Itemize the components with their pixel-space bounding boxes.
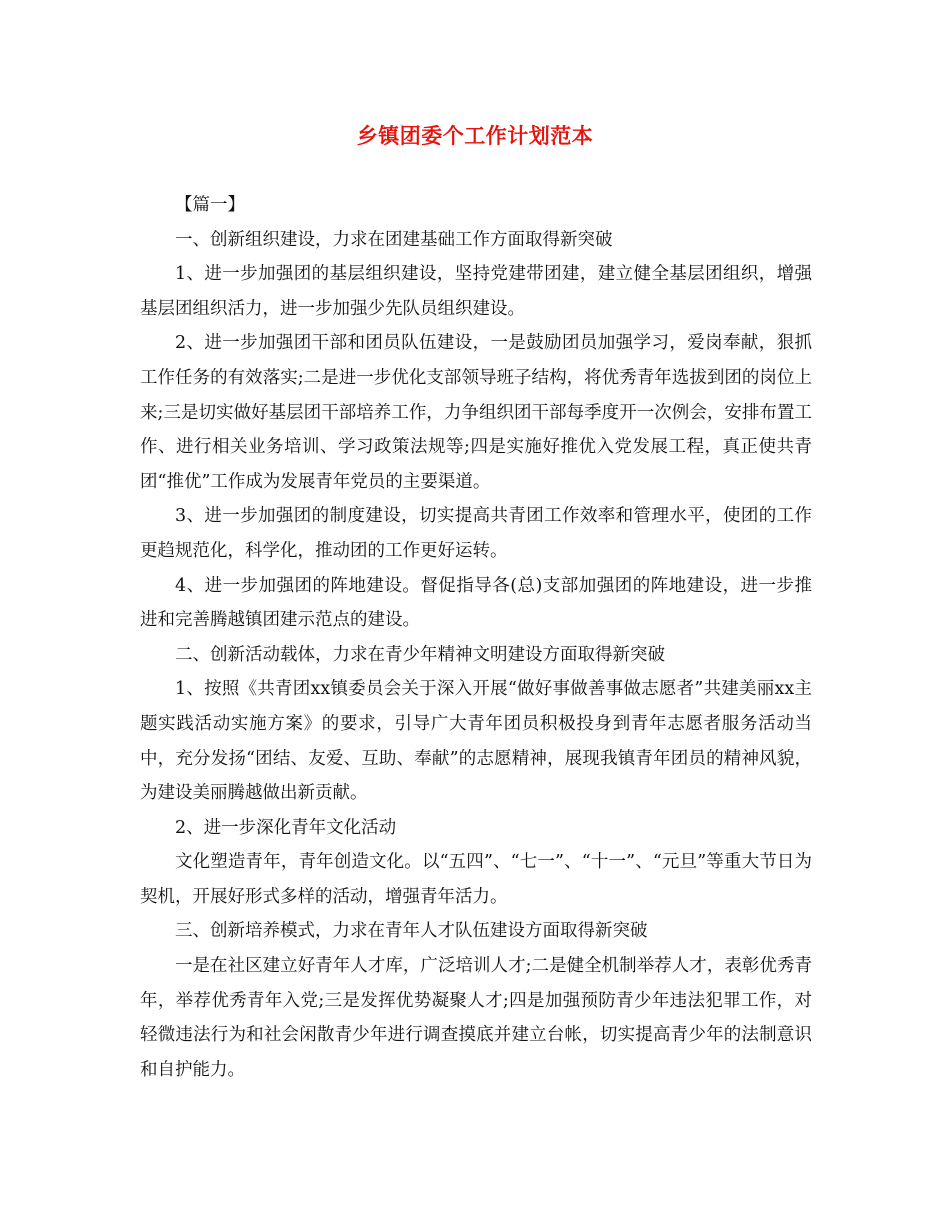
- paragraph: 一是在社区建立好青年人才库，广泛培训人才;二是健全机制举荐人才，表彰优秀青年，举荐优秀青年入党;三是发挥优势凝聚人才;四是加强预防青少年违法犯罪工作，对轻微违法行为和社会闲散青少年进行调查摸底并建立台帐，切实提高青少年的法制意识和自护能力。: [140, 956, 812, 1080]
- paragraph: 1、按照《共青团xx镇委员会关于深入开展“做好事做善事做志愿者”共建美丽xx主题实践活动实施方案》的要求，引导广大青年团员积极投身到青年志愿者服务活动当中，充分发扬“团结、友爱、互助、奉献”的志愿精神，展现我镇青年团员的精神风貌，为建设美丽腾越做出新贡献。: [140, 679, 812, 804]
- paragraph: 文化塑造青年，青年创造文化。以“五四”、“七一”、“十一”、“元旦”等重大节日为契机，开展好形式多样的活动，增强青年活力。: [140, 852, 812, 907]
- paragraph: 2、进一步深化青年文化活动: [175, 817, 397, 838]
- section-heading-2: 二、创新活动载体，力求在青少年精神文明建设方面取得新突破: [175, 644, 665, 665]
- paragraph: 4、进一步加强团的阵地建设。督促指导各(总)支部加强团的阵地建设，进一步推进和完善腾越镇团建示范点的建设。: [140, 575, 812, 631]
- paragraph: 3、进一步加强团的制度建设，切实提高共青团工作效率和管理水平，使团的工作更趋规范化，科学化，推动团的工作更好运转。: [140, 506, 812, 561]
- section-heading-3: 三、创新培养模式，力求在青年人才队伍建设方面取得新突破: [175, 921, 648, 942]
- paragraph: 2、进一步加强团干部和团员队伍建设，一是鼓励团员加强学习，爱岗奉献，狠抓工作任务的有效落实;二是进一步优化支部领导班子结构，将优秀青年选拔到团的岗位上来;三是切实做好基层团干部培养工作，力争组织团干部每季度开一次例会，安排布置工作、进行相关业务培训、学习政策法规等;四是实施好推优入党发展工程，真正使共青团“推优”工作成为发展青年党员的主要渠道。: [140, 333, 812, 492]
- section-label: 【篇一】: [175, 195, 245, 215]
- document-title: 乡镇团委个工作计划范本: [356, 124, 594, 148]
- paragraph: 1、进一步加强团的基层组织建设，坚持党建带团建，建立健全基层团组织，增强基层团组织活力，进一步加强少先队员组织建设。: [140, 264, 812, 319]
- document-body: [140, 188, 812, 1087]
- section-heading-1: 一、创新组织建设，力求在团建基础工作方面取得新突破: [175, 229, 613, 250]
